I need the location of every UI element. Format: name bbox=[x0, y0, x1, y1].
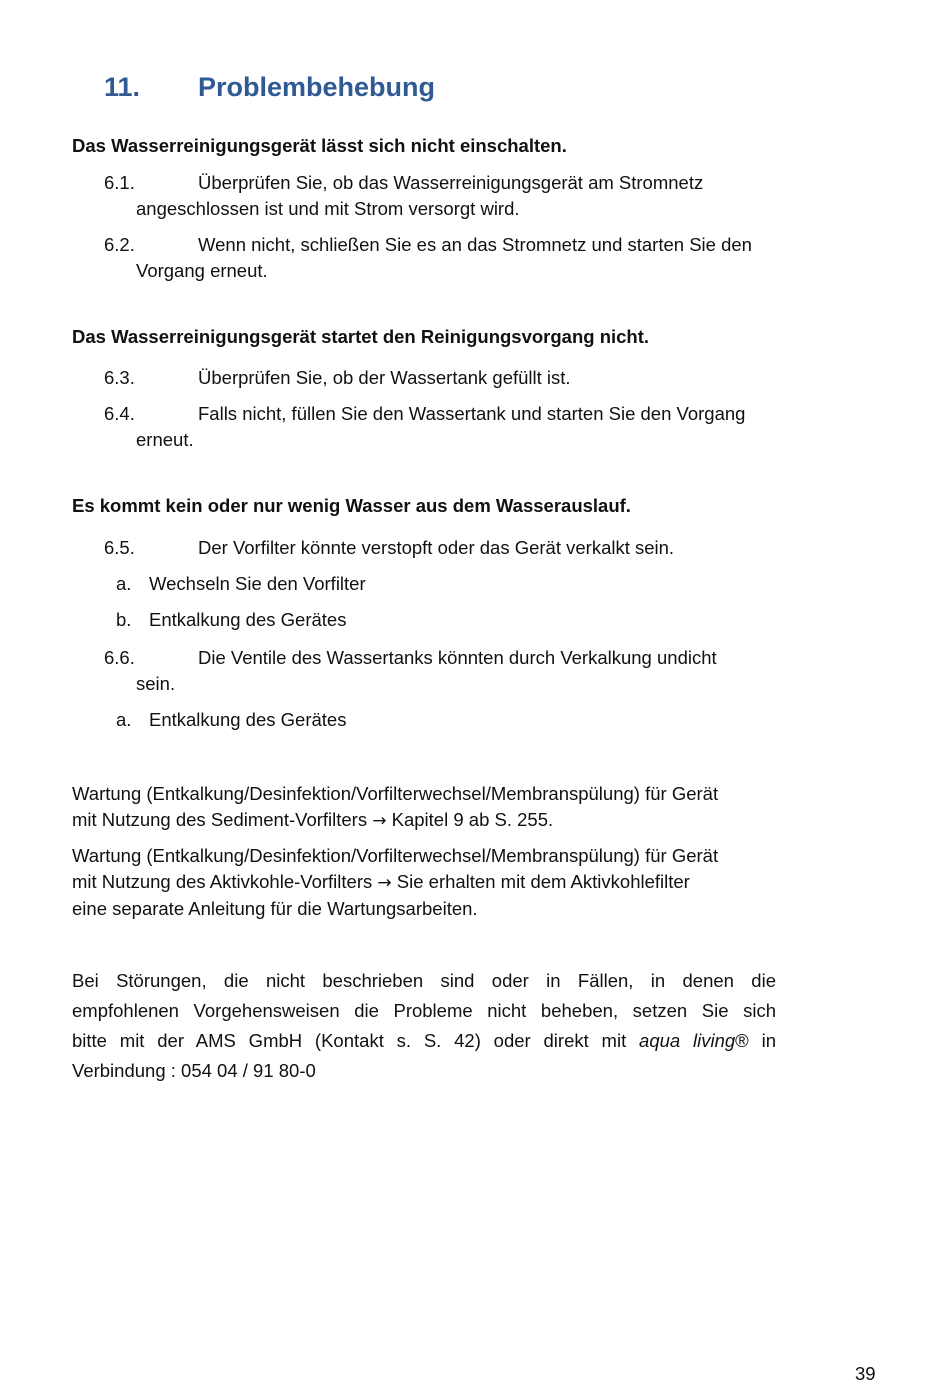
maintenance-note bbox=[72, 781, 782, 834]
arrow-right-icon: → bbox=[372, 811, 387, 831]
maintenance-note-text: eine separate Anleitung für die Wartungsarbeiten. bbox=[72, 898, 478, 919]
sub-step-text: Entkalkung des Gerätes bbox=[149, 609, 347, 630]
section-heading bbox=[104, 72, 435, 103]
sub-step bbox=[116, 709, 346, 731]
step-item bbox=[104, 232, 752, 284]
sub-step bbox=[116, 573, 366, 595]
step-item bbox=[104, 645, 717, 697]
section-number: 11. bbox=[104, 72, 141, 102]
maintenance-note-text: Wartung (Entkalkung/Desinfektion/Vorfilterwechsel/Membranspülung) für Gerät bbox=[72, 783, 719, 804]
sub-step-letter: a. bbox=[116, 573, 132, 594]
maintenance-note-text: mit Nutzung des Aktivkohle-Vorfilters bbox=[72, 871, 378, 892]
brand-name: aqua living bbox=[639, 1030, 736, 1051]
problem-heading: Es kommt kein oder nur wenig Wasser aus dem Wasserauslauf. bbox=[72, 495, 631, 516]
contact-text: ® in bbox=[735, 1030, 776, 1051]
sub-step-letter: a. bbox=[116, 709, 132, 730]
step-number: 6.2. bbox=[104, 234, 135, 255]
sub-step-text: Wechseln Sie den Vorfilter bbox=[149, 573, 366, 594]
step-item bbox=[104, 365, 571, 391]
contact-text: empfohlenen Vorgehensweisen die Probleme nicht beheben, setzen Sie sich bbox=[72, 1000, 776, 1021]
step-item bbox=[104, 170, 703, 222]
step-number: 6.6. bbox=[104, 647, 135, 668]
step-text: Überprüfen Sie, ob das Wasserreinigungsgerät am Stromnetz bbox=[198, 172, 704, 193]
arrow-right-icon: → bbox=[377, 873, 392, 893]
step-number: 6.3. bbox=[104, 367, 135, 388]
contact-text: bitte mit der AMS GmbH (Kontakt s. S. 42) oder direkt mit bbox=[72, 1030, 640, 1051]
step-text: Der Vorfilter könnte verstopft oder das Gerät verkalkt sein. bbox=[198, 537, 675, 558]
step-text: Falls nicht, füllen Sie den Wassertank und starten Sie den Vorgang bbox=[198, 403, 746, 424]
contact-text: Bei Störungen, die nicht beschrieben sind oder in Fällen, in denen die bbox=[72, 970, 776, 991]
sub-step-letter: b. bbox=[116, 609, 132, 630]
step-text-continued: Vorgang erneut. bbox=[136, 260, 268, 281]
contact-phone: Verbindung : 054 04 / 91 80-0 bbox=[72, 1060, 316, 1081]
maintenance-note bbox=[72, 843, 782, 922]
step-text-continued: angeschlossen ist und mit Strom versorgt wird. bbox=[136, 198, 520, 219]
step-text: Die Ventile des Wassertanks könnten durch Verkalkung undicht bbox=[198, 647, 717, 668]
maintenance-note-text: Sie erhalten mit dem Aktivkohlefilter bbox=[391, 871, 690, 892]
step-number: 6.5. bbox=[104, 537, 135, 558]
step-item bbox=[104, 535, 674, 561]
sub-step-text: Entkalkung des Gerätes bbox=[149, 709, 347, 730]
step-text-continued: sein. bbox=[136, 673, 176, 694]
step-number: 6.4. bbox=[104, 403, 135, 424]
step-text-continued: erneut. bbox=[136, 429, 194, 450]
maintenance-note-text: Wartung (Entkalkung/Desinfektion/Vorfilterwechsel/Membranspülung) für Gerät bbox=[72, 845, 719, 866]
sub-step bbox=[116, 609, 346, 631]
problem-heading: Das Wasserreinigungsgerät startet den Reinigungsvorgang nicht. bbox=[72, 326, 650, 347]
section-title: Problembehebung bbox=[198, 72, 436, 102]
chapter-reference: Kapitel 9 ab S. 255. bbox=[386, 809, 554, 830]
step-text: Wenn nicht, schließen Sie es an das Stromnetz und starten Sie den bbox=[198, 234, 752, 255]
contact-paragraph bbox=[72, 966, 776, 1086]
step-number: 6.1. bbox=[104, 172, 135, 193]
step-item bbox=[104, 401, 745, 453]
maintenance-note-text: mit Nutzung des Sediment-Vorfilters bbox=[72, 809, 373, 830]
step-text: Überprüfen Sie, ob der Wassertank gefüllt ist. bbox=[198, 367, 571, 388]
page-number: 39 bbox=[855, 1363, 876, 1384]
problem-heading: Das Wasserreinigungsgerät lässt sich nicht einschalten. bbox=[72, 135, 567, 156]
